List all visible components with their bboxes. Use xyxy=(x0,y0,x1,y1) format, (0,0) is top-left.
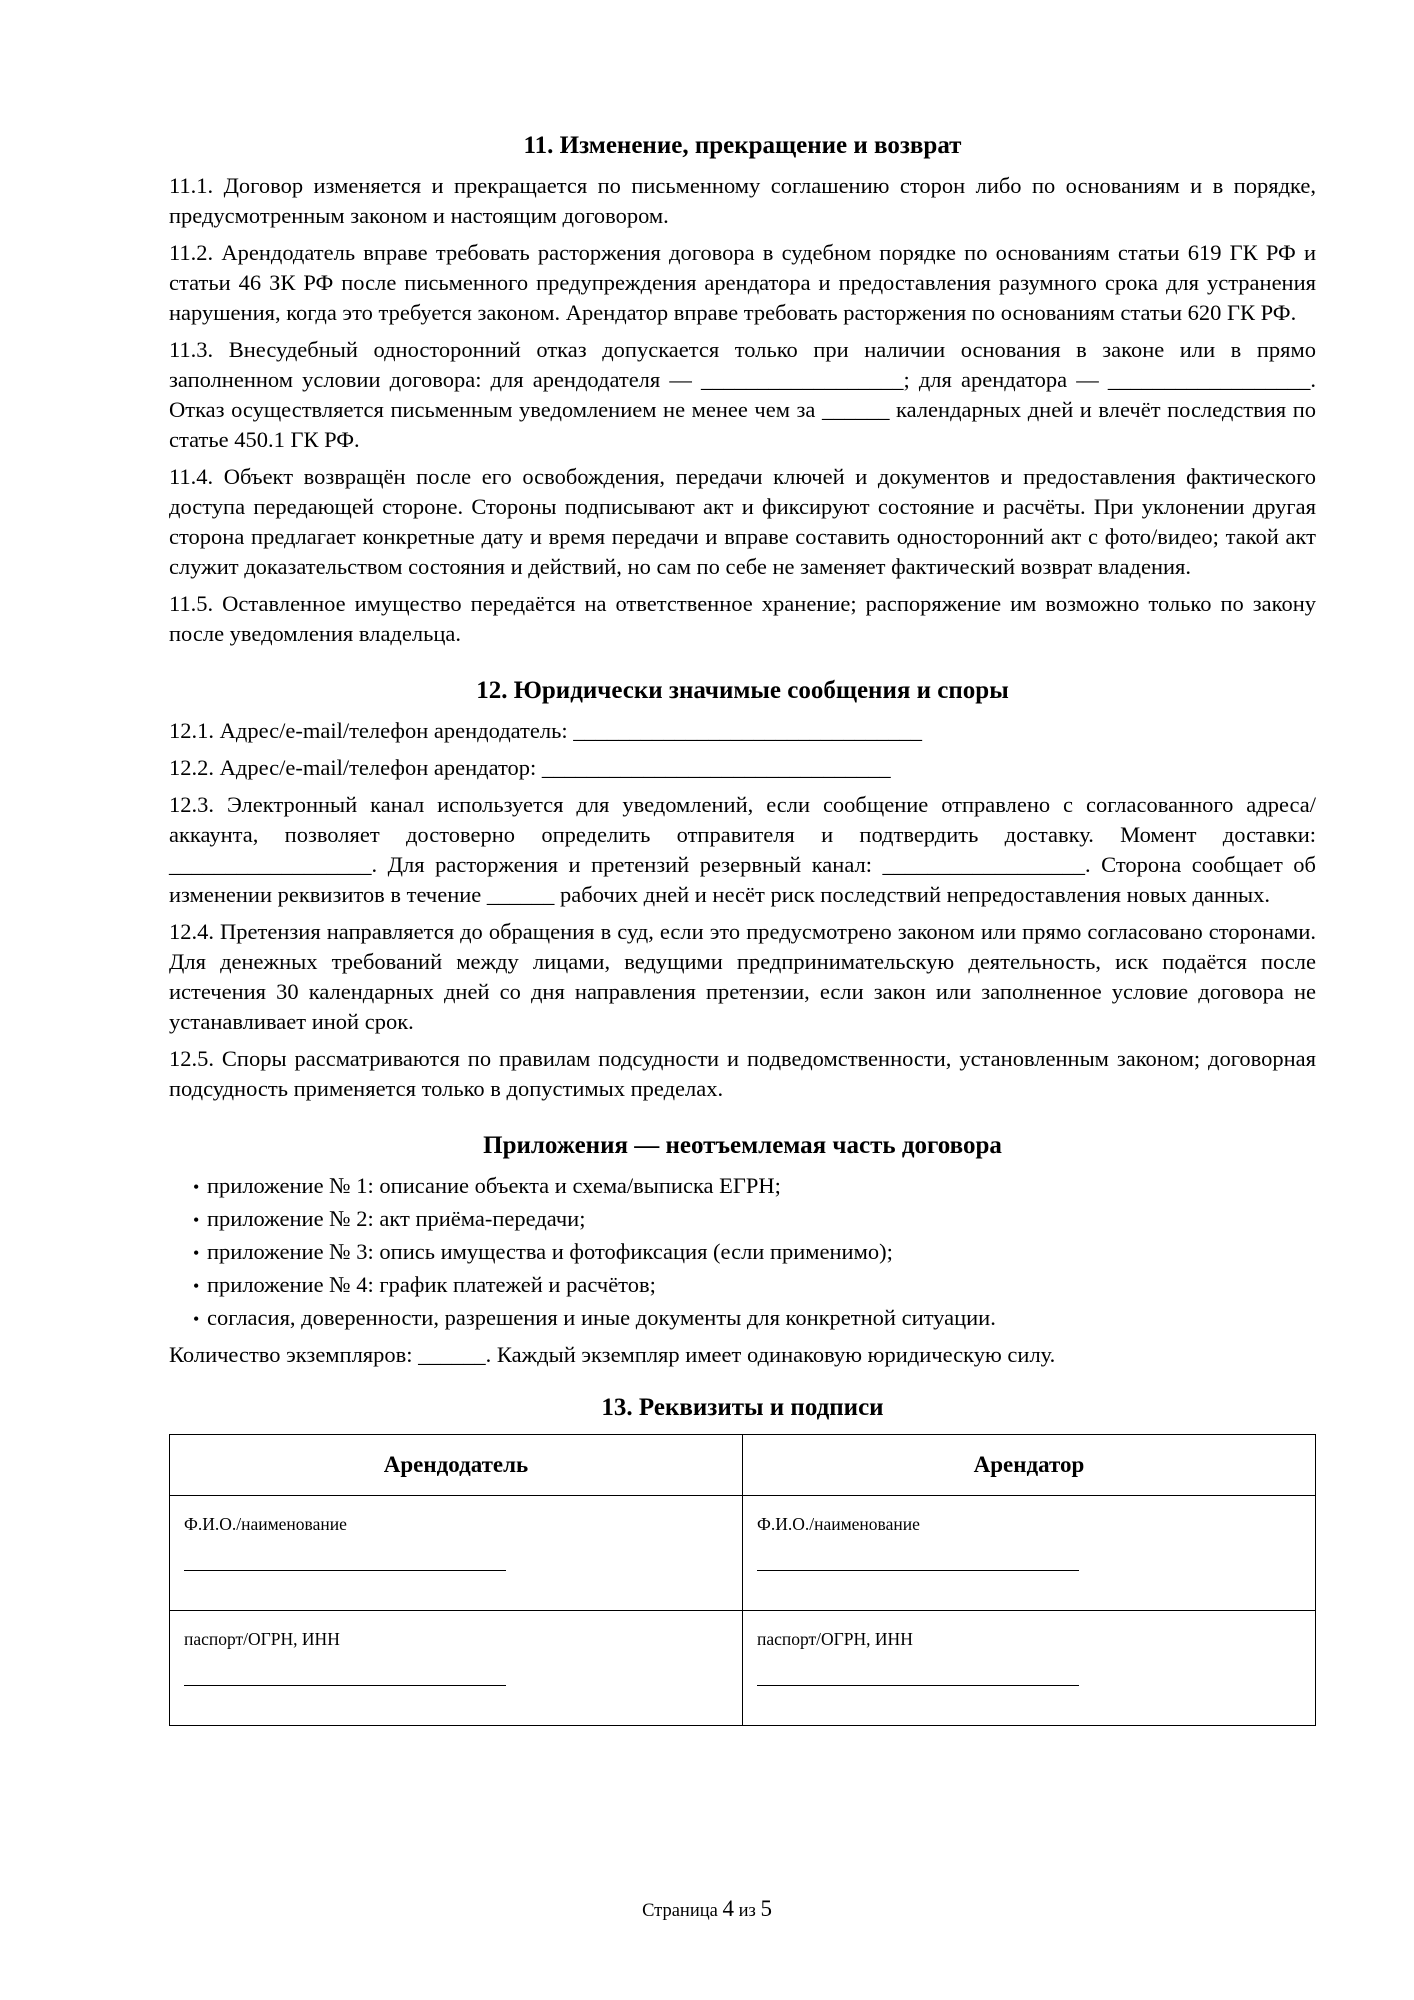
bullet-icon: • xyxy=(193,1210,200,1230)
clause-11-1: 11.1. Договор изменяется и прекращается по письменному соглашению сторон либо по основаниям и в порядке, предусмотренным законом и настоящим договором. xyxy=(169,173,1316,228)
total-pages-number: 5 xyxy=(760,1896,772,1921)
fill-in-line[interactable] xyxy=(757,1685,1079,1686)
bullet-icon: • xyxy=(193,1276,200,1296)
page-footer xyxy=(0,1896,1414,1922)
tenant-name-cell xyxy=(743,1496,1316,1611)
clause-11-4: 11.4. Объект возвращён после его освобождения, передачи ключей и документов и предоставления фактического доступа передающей стороне. Стороны подписывают акт и фиксируют состояние и расчёты. При уклонении другая сторона предлагает конкретные дату и время передачи и вправе составить односторонний акт с фото/видео; такой акт служит доказательством состояния и действий, но сам по себе не заменяет фактический возврат владения. xyxy=(169,464,1316,579)
fill-in-line[interactable] xyxy=(184,1685,506,1686)
document-content xyxy=(169,130,1316,1726)
current-page-number: 4 xyxy=(722,1896,734,1921)
field-label: Ф.И.О./наименование xyxy=(184,1514,347,1534)
annex-item-2: приложение № 2: акт приёма-передачи; xyxy=(207,1206,586,1231)
column-header-landlord: Арендодатель xyxy=(170,1435,743,1496)
requisites-table xyxy=(169,1434,1316,1726)
list-item xyxy=(193,1204,1316,1235)
section-13-title: 13. Реквизиты и подписи xyxy=(601,1394,884,1421)
clause-11-2: 11.2. Арендодатель вправе требовать расторжения договора в судебном порядке по основаниям статьи 619 ГК РФ и статьи 46 ЗК РФ после письменного предупреждения арендатора и предоставления разумного срока для устранения нарушения, когда это требуется законом. Арендатор вправе требовать расторжения по основаниям статьи 620 ГК РФ. xyxy=(169,240,1316,325)
fill-in-line[interactable] xyxy=(184,1570,506,1571)
bullet-icon: • xyxy=(193,1177,200,1197)
table-row xyxy=(170,1496,1316,1611)
clause-11-5: 11.5. Оставленное имущество передаётся на ответственное хранение; распоряжение им возможно только по закону после уведомления владельца. xyxy=(169,591,1316,646)
clause-12-5: 12.5. Споры рассматриваются по правилам подсудности и подведомственности, установленным законом; договорная подсудность применяется только в допустимых пределах. xyxy=(169,1046,1316,1101)
bullet-icon: • xyxy=(193,1243,200,1263)
page-label: Страница xyxy=(642,1901,718,1921)
clause-11-3: 11.3. Внесудебный односторонний отказ допускается только при наличии основания в законе или в прямо заполненном условии договора: для арендодателя — __________________; для арендатора — __________________. Отказ осуществляется письменным уведомлением не менее чем за ______ календарных дней и влечёт последствия по статье 450.1 ГК РФ. xyxy=(169,337,1316,452)
annex-item-3: приложение № 3: опись имущества и фотофиксация (если применимо); xyxy=(207,1239,893,1264)
section-12-title: 12. Юридически значимые сообщения и споры xyxy=(476,677,1009,704)
copies-count: Количество экземпляров: ______. Каждый экземпляр имеет одинаковую юридическую силу. xyxy=(169,1342,1056,1367)
landlord-passport-cell xyxy=(170,1611,743,1726)
annexes-title: Приложения — неотъемлемая часть договора xyxy=(483,1132,1002,1159)
page-separator: из xyxy=(738,1901,756,1921)
field-label: паспорт/ОГРН, ИНН xyxy=(184,1629,340,1649)
annex-item-5: согласия, доверенности, разрешения и иные документы для конкретной ситуации. xyxy=(207,1305,996,1330)
field-label: Ф.И.О./наименование xyxy=(757,1514,920,1534)
column-header-tenant: Арендатор xyxy=(743,1435,1316,1496)
annex-item-4: приложение № 4: график платежей и расчётов; xyxy=(207,1272,656,1297)
clause-12-4: 12.4. Претензия направляется до обращения в суд, если это предусмотрено законом или прямо согласовано сторонами. Для денежных требований между лицами, ведущими предпринимательскую деятельность, иск подаётся после истечения 30 календарных дней со дня направления претензии, если закон или заполненное условие договора не устанавливает иной срок. xyxy=(169,919,1316,1034)
annexes-list xyxy=(169,1171,1316,1334)
table-row xyxy=(170,1611,1316,1726)
clause-12-1: 12.1. Адрес/e-mail/телефон арендодатель: _______________________________ xyxy=(169,718,922,743)
clause-12-2: 12.2. Адрес/e-mail/телефон арендатор: _______________________________ xyxy=(169,755,891,780)
list-item xyxy=(193,1270,1316,1301)
field-label: паспорт/ОГРН, ИНН xyxy=(757,1629,913,1649)
list-item xyxy=(193,1171,1316,1202)
table-header-row xyxy=(170,1435,1316,1496)
bullet-icon: • xyxy=(193,1309,200,1329)
list-item xyxy=(193,1303,1316,1334)
list-item xyxy=(193,1237,1316,1268)
annex-item-1: приложение № 1: описание объекта и схема/выписка ЕГРН; xyxy=(207,1173,781,1198)
fill-in-line[interactable] xyxy=(757,1570,1079,1571)
section-11-title: 11. Изменение, прекращение и возврат xyxy=(523,132,962,159)
clause-12-3: 12.3. Электронный канал используется для уведомлений, если сообщение отправлено с согласованного адреса/аккаунта, позволяет достоверно определить отправителя и подтвердить доставку. Момент доставки: __________________. Для расторжения и претензий резервный канал: __________________. Сторона сообщает об изменении реквизитов в течение ______ рабочих дней и несёт риск последствий непредоставления новых данных. xyxy=(169,792,1316,907)
landlord-name-cell xyxy=(170,1496,743,1611)
tenant-passport-cell xyxy=(743,1611,1316,1726)
